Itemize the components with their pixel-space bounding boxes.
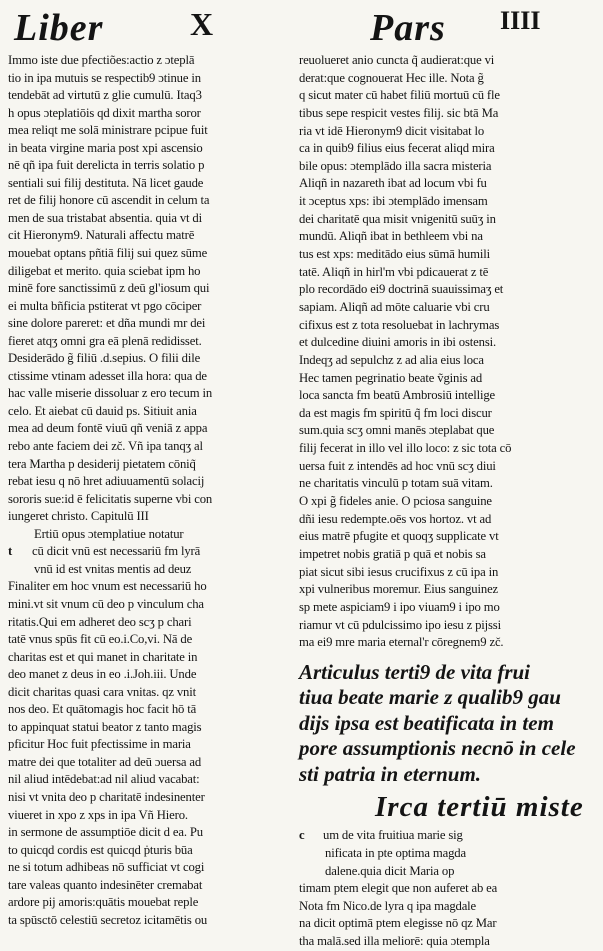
line-text: mea reliqt me solā ministrare pcipue fuit [8,123,208,138]
text-line [8,122,284,140]
text-line [8,526,284,544]
line-text: sentiali sui filij destituta. Nā licet gaude [8,175,204,190]
text-line [299,387,591,405]
text-line [8,701,284,719]
text-line [299,915,591,933]
line-text: pore assumptionis necnō in cele [299,736,576,761]
text-line [8,473,284,491]
text-line [8,491,284,509]
line-text: ritatis.Qui em adheret deo scʒ p chari [8,614,192,629]
line-text: derat:que cognouerat Hec ille. Nota g̃ [299,70,484,85]
text-line [299,352,591,370]
line-text: sapiam. Aliqñ ad mōte caluarie vbi cru [299,299,490,314]
right-column-bottom-text [299,827,591,950]
heading-line [299,685,591,711]
line-text: Indeqʒ ad sepulchz z ad alia eius loca [299,352,484,367]
line-text: ne si totum adhibeas nō sufficiat vt cogi [8,860,205,875]
line-text: sti patria in eternum. [299,761,482,786]
text-line [8,578,284,596]
line-text: minē fore sanctissimū z deū gl'iosum qui [8,281,210,296]
text-line [8,754,284,772]
line-text: na dicit optimā ptem elegisse nō qz Mar [299,916,497,931]
text-line [299,70,591,88]
text-line [8,561,284,579]
line-text: Hec tamen pegrinatio beate ṽginis ad [299,370,483,385]
line-text: dei charitatē qua misit vnigenitū suūʒ in [299,211,496,226]
text-line [8,245,284,263]
line-text: ei multa bñficia pstiterat vt pgo cōciper [8,298,202,313]
heading-line [299,762,591,788]
text-line [299,493,591,511]
line-text: deo manet z deus in eo .i.Joh.iii. Unde [8,667,197,682]
line-text: matre dei que totaliter ad deū ɔuersa ad [8,754,202,769]
line-text: bile opus: ɔtemplādo illa sacra misteria [299,158,492,173]
line-text: dalene.quia dicit Maria op [325,863,455,878]
text-line [299,140,591,158]
text-line [8,684,284,702]
line-text: dñi iesu redempte.oēs vos hortoz. vt ad [299,511,492,526]
line-text: tendebāt ad virtutū z glie cumulū. Itaq3 [8,88,202,103]
incipit-text: Irca tertiū miste [375,791,584,824]
line-text: ne charitatis vinculū p totam suā vitam. [299,476,493,491]
line-text: nos deo. Et quātomagis hoc facit hō tā [8,702,197,717]
line-text: iungeret christo. Capitulū III [8,509,149,524]
article-heading [299,660,591,788]
text-line [299,617,591,635]
text-line [299,880,591,898]
text-line [8,596,284,614]
line-text: q sicut mater cū habet filiū mortuū cū fle [299,88,500,103]
text-line [8,789,284,807]
line-text: tio in ipa mutuis se respectib9 ɔtinue in [8,70,201,85]
text-line [8,649,284,667]
text-line [299,933,591,951]
text-line [8,87,284,105]
text-line [299,228,591,246]
line-text: piat sicut sibi iesus crucifixus z cū ipa in [299,564,499,579]
line-text: rebat iesu q nō hret adiuuamentū solacij [8,474,205,489]
text-line [299,581,591,599]
text-line [8,456,284,474]
header-liber: Liber [14,7,104,49]
left-text-column [8,52,284,927]
line-text: filij fecerat in illo vel illo loco: z sic tota cō [299,441,512,456]
text-line [299,898,591,916]
text-line [8,210,284,228]
right-text-column [299,52,591,949]
line-text: hac valle miserie dissoluar z ero tecum in [8,386,213,401]
text-line [8,666,284,684]
text-line [8,508,284,526]
line-text: tatē. Aliqñ in hirl'm vbi pdicauerat z tē [299,264,489,279]
text-line [299,334,591,352]
text-line [299,863,591,881]
text-line [8,614,284,632]
header-pars: Pars [370,7,446,49]
text-line [299,370,591,388]
text-line [8,192,284,210]
text-line [299,52,591,70]
text-line [299,458,591,476]
line-text: nisi vt vnita deo p charitatē indesinenter [8,789,205,804]
text-line [299,528,591,546]
text-line [299,475,591,493]
line-text: Desiderādo g̃ filiū .d.sepius. O filii dile [8,351,201,366]
line-text: sp mete aspiciam9 i ipo viuam9 i ipo mo [299,599,500,614]
text-line [8,298,284,316]
line-text: fieret atqʒ omni gra eā plenā redidisset. [8,333,202,348]
text-line [299,105,591,123]
line-text: Nota fm Nico.de lyra q ipa magdale [299,898,477,913]
line-text: dicit charitas quasi cara vnitas. qz vnit [8,684,196,699]
line-text: reuolueret anio cuncta q̃ audierat:que vi [299,53,495,67]
text-line [8,70,284,88]
line-text: in sermone de assumptiōe dicit d ea. Pu [8,825,203,840]
text-line [8,842,284,860]
text-line [8,280,284,298]
line-text: men de sua tristabat absentia. quia vt di [8,210,202,225]
line-text: cū dicit vnū est necessariū fm lyrā [32,544,201,559]
text-line [299,564,591,582]
text-line [299,440,591,458]
line-text: ta spūsctō celestiū secretoz icitamētis ou [8,912,208,927]
line-text: nificata in pte optima magda [325,845,466,860]
line-text: mini.vt sit vnum cū deo p vinculum cha [8,596,204,611]
line-text: vnū id est vnitas mentis ad deuz [34,561,192,576]
line-text: celo. Et aiebat cū dauid ps. Sitiuit ania [8,403,197,418]
line-text: nē qñ ipa fuit derelicta in terris solatio p [8,158,205,173]
text-line [8,175,284,193]
text-line [299,211,591,229]
text-line [299,422,591,440]
line-text: riamur vt cū pdulcissimo ipo iesu z pijssi [299,617,501,632]
text-line [8,350,284,368]
line-text: Finaliter em hoc vnum est necessariū ho [8,579,207,594]
line-text: to quicqd cordis est quicqd ṗturis būa [8,842,193,857]
line-text: ca in quib9 filius eius fecerat aliqd mira [299,141,495,156]
line-text: in beata virgine maria post xpi ascensio [8,140,203,155]
line-text: tatē vnus spūs fit cū eo.i.Co,vi. Nā de [8,632,193,647]
line-text: et dulcedine diuini amoris in ibi ostensi. [299,335,497,350]
guide-letter: c [299,828,305,843]
text-line [8,894,284,912]
line-text: ardore pij amoris:quātis mouebat reple [8,895,199,910]
text-line [8,140,284,158]
text-line [299,175,591,193]
line-text: Articulus terti9 de vita frui [299,659,531,684]
guide-letter: t [8,544,13,559]
line-text: Ertiū opus ɔtemplatiue notatur [34,526,184,541]
text-line [8,631,284,649]
line-text: tiua beate marie z qualib9 gau [299,685,561,710]
text-line [299,845,591,863]
text-line [299,246,591,264]
line-text: tera Martha p desiderij pietatem cōniq̃ [8,456,196,471]
text-line [299,87,591,105]
line-text: tus est xps: meditādo eius sūmā humili [299,247,490,262]
line-text: da est magis fm spiritū q̃ fm loci discur [299,405,492,420]
line-text: mouebat optans pñtiā filij sui quez sūme [8,246,208,261]
text-line [8,368,284,386]
text-line [299,634,591,652]
text-line [8,719,284,737]
line-text: impetret nobis gratiā p quā et nobis sa [299,546,486,561]
line-text: pficitur Hoc fuit pfectissime in maria [8,737,191,752]
line-text: sororis sue:id ē felicitatis superne vbi con [8,491,213,506]
text-line [299,281,591,299]
text-line [299,158,591,176]
line-text: xpi vulneribus moremur. Eius sanguinez [299,582,499,597]
text-line [299,317,591,335]
text-line [8,859,284,877]
text-line [8,824,284,842]
line-text: charitas est et qui manet in charitate in [8,649,198,664]
text-line [8,333,284,351]
line-text: cifixus est z tota resoluebat in lachrymas [299,317,500,332]
line-text: rebo ante faciem dei zč. Vñ ipa tanqʒ al [8,439,203,454]
line-text: ctissime vtinam adesset illa hora: qua de [8,368,207,383]
line-text: mea ad deum fontē viuū qñ veniā z appa [8,421,208,436]
line-text: uersa fuit z intendēs ad hoc vnū scʒ diui [299,458,496,473]
text-line [8,438,284,456]
line-text: loca sancta fm beatū Ambrosiū intellige [299,388,496,403]
line-text: eius matrē pfugite et quoqʒ supplicate vt [299,529,499,544]
text-line [8,105,284,123]
right-column-top-text [299,52,591,652]
line-text: Aliqñ in nazareth ibat ad locum vbi fu [299,176,487,191]
text-line [299,405,591,423]
text-line [299,827,591,845]
line-text: ria vt idē Hieronym9 dicit visitabat lo [299,123,485,138]
text-line [299,511,591,529]
line-text: it ɔceptus xps: ibi ɔtemplādo imensam [299,194,488,209]
text-line [8,263,284,281]
line-text: ma ei9 mre maria eternal'r cōregnem9 zč. [299,635,504,650]
line-text: viueret in xpo z xps in ipa Vñ Hiero. [8,807,188,822]
line-text: h opus ɔteplatiōis qd dixit martha soror [8,105,201,120]
text-line [299,193,591,211]
text-line [8,771,284,789]
text-line [299,599,591,617]
text-line [8,403,284,421]
heading-line [299,660,591,686]
text-line [8,736,284,754]
line-text: sum.quia scʒ omni manēs ɔteplabat que [299,423,495,438]
line-text: tare valeas quanto indesinēter cremabat [8,877,203,892]
text-line [8,877,284,895]
line-text: O xpi g̃ fideles anie. O pciosa sanguine [299,494,492,509]
line-text: um de vita fruitiua marie sig [323,828,463,843]
line-text: timam ptem elegit que non auferet ab ea [299,881,498,896]
running-header [0,2,603,50]
line-text: tibus sepe respicit vestes filij. sic btā Ma [299,105,499,120]
line-text: plo recordādo ei9 doctrinā suauissimaʒ et [299,282,504,297]
header-book-number: X [190,6,214,42]
text-line [8,157,284,175]
heading-line [299,711,591,737]
text-line [8,912,284,930]
text-line [8,52,284,70]
line-text: diligebat et merito. quia sciebat ipm ho [8,263,201,278]
line-text: dijs ipsa est beatificata in tem [299,710,554,735]
text-line [8,543,284,561]
text-line [8,807,284,825]
text-line [8,420,284,438]
text-line [299,299,591,317]
line-text: ret de filij honore cū ascendit in celum ta [8,193,210,208]
text-line [299,123,591,141]
text-line [8,315,284,333]
line-text: sine dolore pareret: et dña mundi mr dei [8,316,206,331]
incipit-line [299,791,591,827]
text-line [8,385,284,403]
line-text: tha malā.sed illa meliorē: quia ɔtempla [299,934,490,949]
text-line [8,227,284,245]
line-text: to appinquat statui beator z tanto magis [8,719,202,734]
line-text: cit Hieronym9. Naturali affectu matrē [8,228,195,243]
text-line [299,264,591,282]
header-part-number: IIII [500,6,541,35]
line-text: mundū. Aliqñ ibat in bethleem vbi na [299,229,483,244]
line-text: nil aliud intēdebat:ad nil aliud vacabat: [8,772,200,787]
heading-line [299,736,591,762]
text-line [299,546,591,564]
line-text: Immo iste due pfectiões:actio z ɔteplā [8,53,195,67]
